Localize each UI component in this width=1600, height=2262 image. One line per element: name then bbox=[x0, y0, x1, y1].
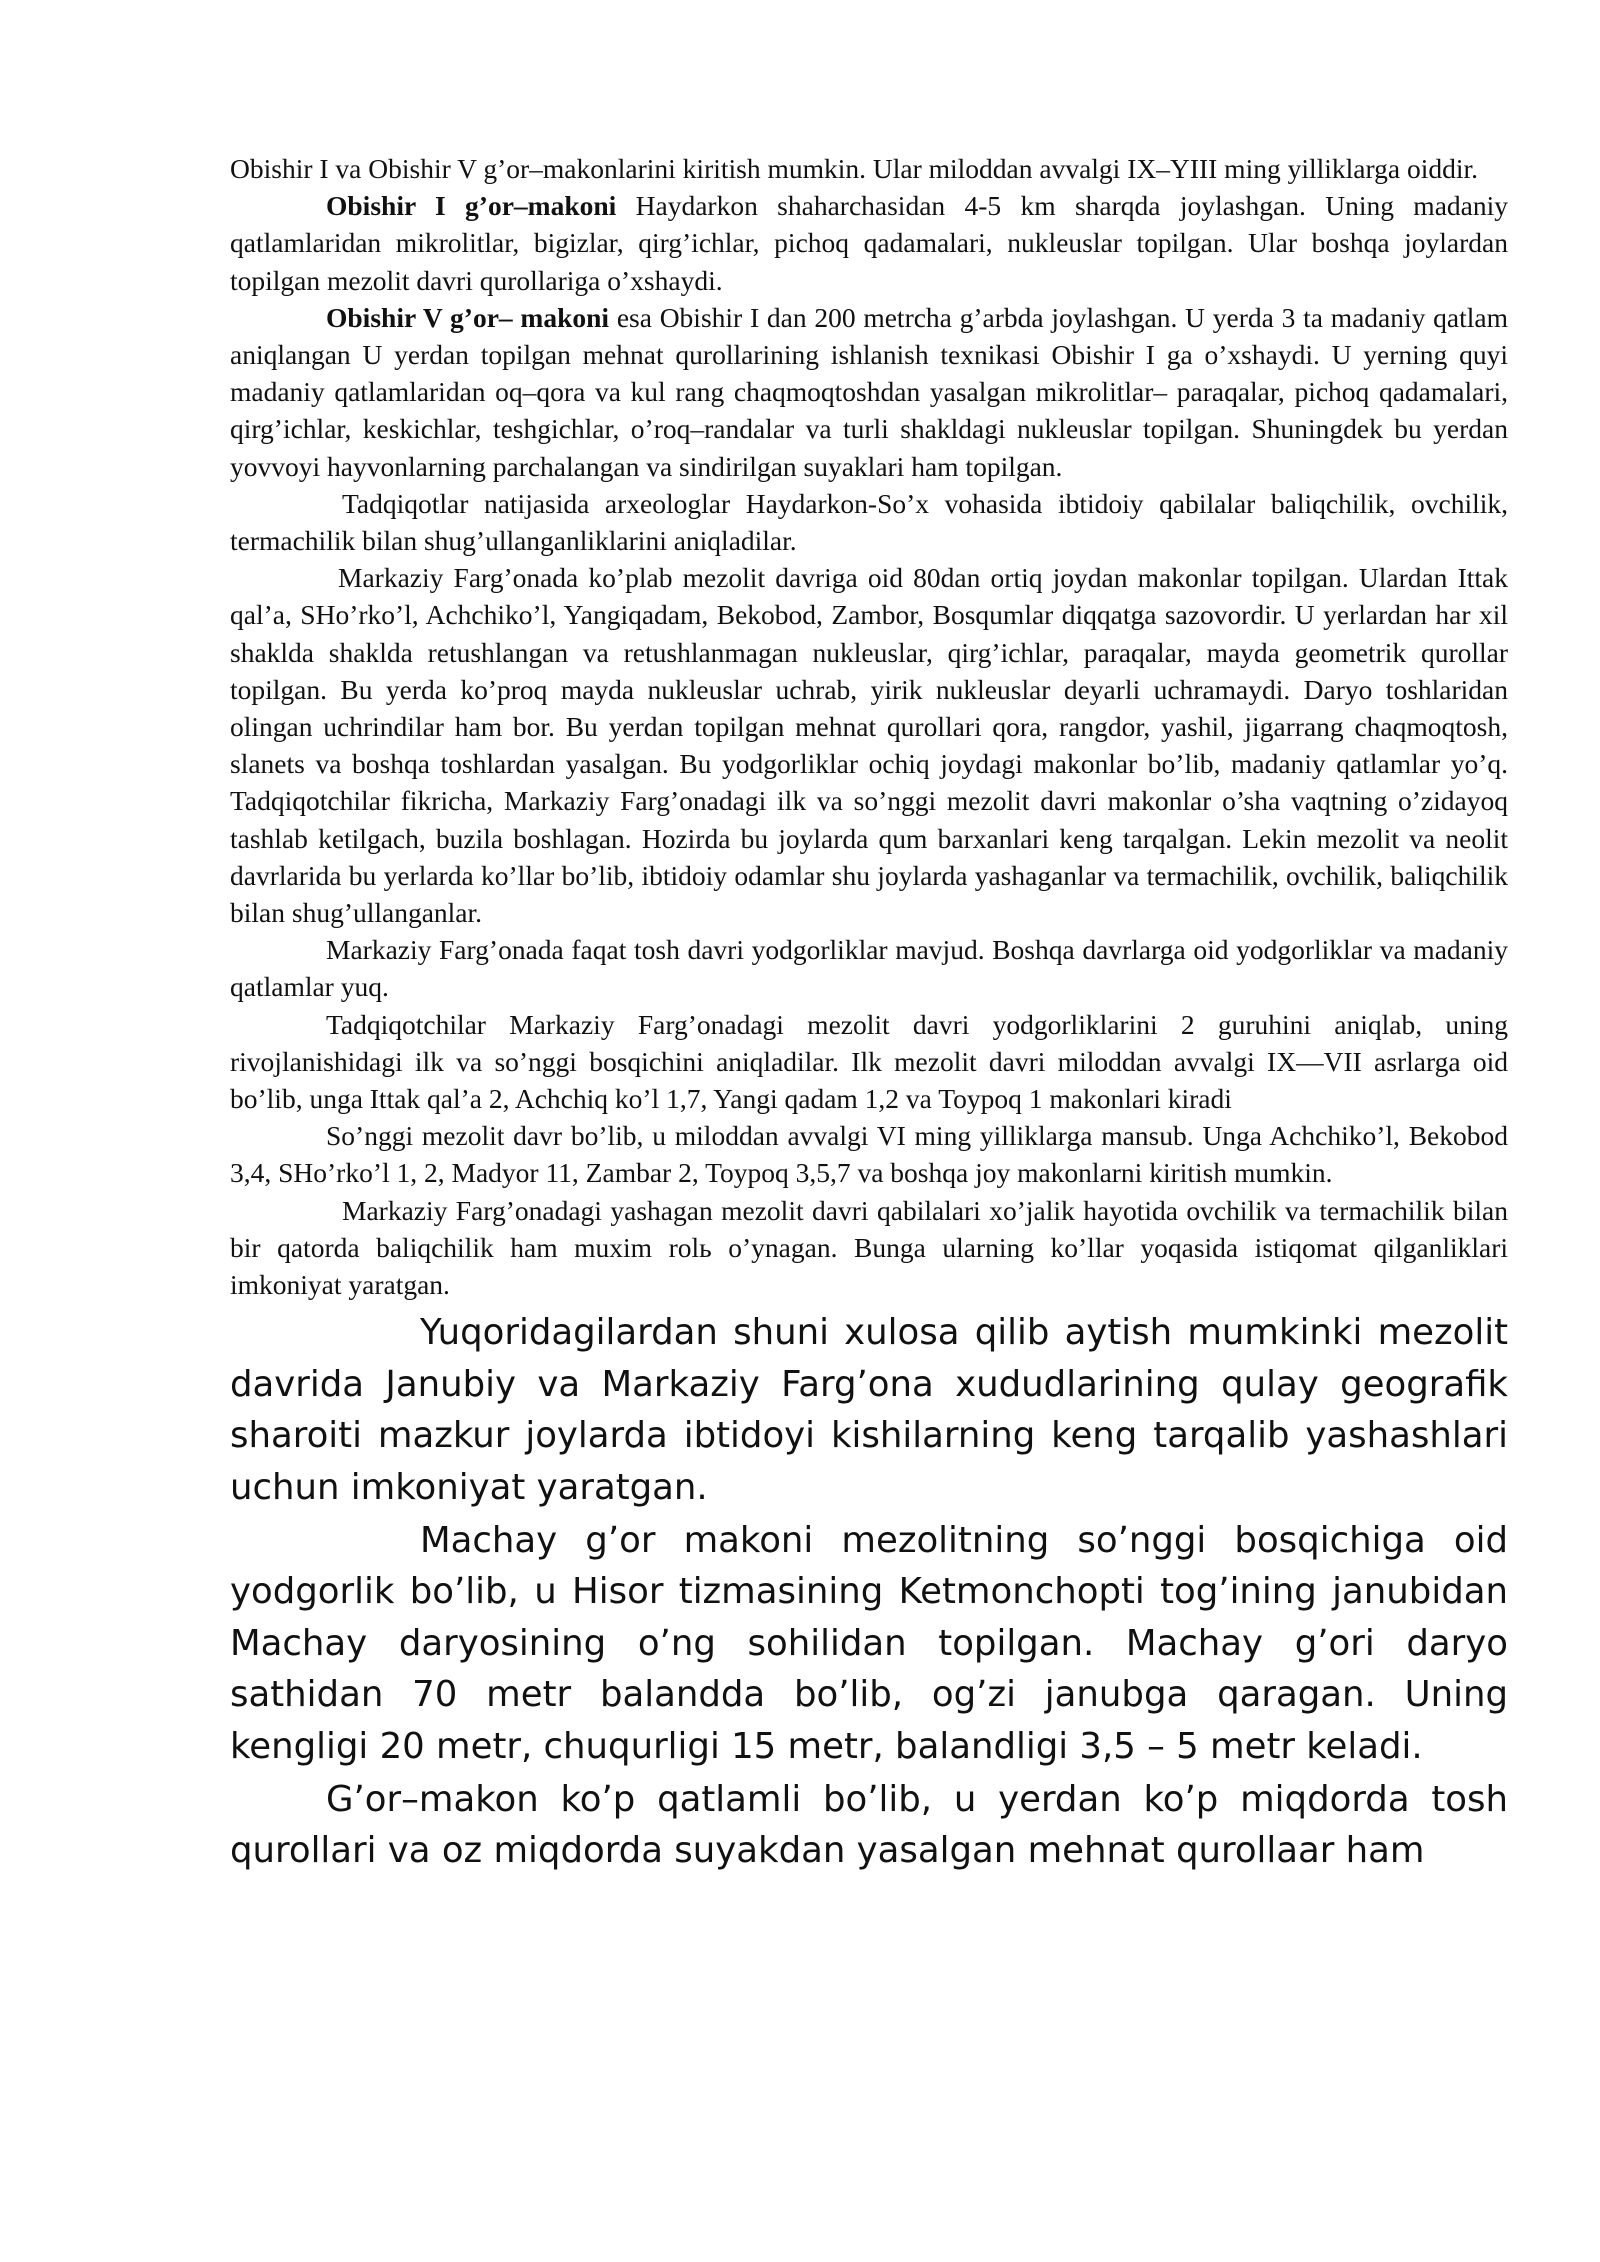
paragraph-text: Tadqiqotlar natijasida arxeologlar Haydarkon-So’x vohasida ibtidoiy qabilalar baliqchilik, ovchilik, termachilik bilan shug’ullanganliklarini aniqladilar. bbox=[230, 487, 1508, 557]
paragraph-obishir-1 bbox=[230, 187, 1508, 299]
paragraph-obishir-5 bbox=[230, 299, 1508, 485]
paragraph-early-mesolithic bbox=[230, 1006, 1508, 1118]
paragraph-fishing-role bbox=[230, 1192, 1508, 1304]
paragraph-stone-age-only bbox=[230, 931, 1508, 1005]
paragraph-text: Markaziy Farg’onada faqat tosh davri yodgorliklar mavjud. Boshqa davrlarga oid yodgorliklar va madaniy qatlamlar yuq. bbox=[230, 934, 1508, 1003]
paragraph-text: Markaziy Farg’onada ko’plab mezolit davriga oid 80dan ortiq joydan makonlar topilgan. Ulardan Ittak qal’a, SHo’rko’l, Achchiko’l, Yangiqadam, Bekobod, Zambor, Bosqumlar diqqatga sazovordir. U yerlardan har xil shaklda shaklda retushlangan va retushlanmagan nukleuslar, qirg’ichlar, paraqalar, mayda geometrik qurollar topilgan. Bu yerda ko’proq mayda nukleuslar uchrab, yirik nukleuslar deyarli uchramaydi. Daryo toshlaridan olingan uchrindilar ham bor. Bu yerdan topilgan mehnat qurollari qora, rangdor, yashil, jigarrang chaqmoqtosh, slanets va boshqa toshlardan yasalgan. Bu yodgorliklar ochiq joydagi makonlar bo’lib, madaniy qatlamlar yo’q. Tadqiqotchilar fikricha, Markaziy Farg’onadagi ilk va so’nggi mezolit davri makonlar o’sha vaqtning o’zidayoq tashlab ketilgach, buzila boshlagan. Hozirda bu joylarda qum barxanlari keng tarqalgan. Lekin mezolit va neolit davrlarida bu yerlarda ko’llar bo’lib, ibtidoiy odamlar shu joylarda yashaganlar va termachilik, ovchilik, baliqchilik bilan shug’ullanganlar. bbox=[230, 562, 1508, 929]
paragraph-central-fergana-sites bbox=[230, 559, 1508, 931]
paragraph-late-mesolithic bbox=[230, 1117, 1508, 1191]
paragraph-cave-layers bbox=[230, 1774, 1508, 1877]
paragraph-conclusion bbox=[230, 1307, 1508, 1513]
paragraph-heading: Obishir I g’or–makoni bbox=[326, 190, 617, 222]
paragraph-text: Yuqoridagilardan shuni xulosa qilib aytish mumkinki mezolit davrida Janubiy va Markaziy Farg’ona xududlarining qulay geografik sharoiti mazkur joylarda ibtidoyi kishilarning keng tarqalib yashashlari uchun imkoniyat yaratgan. bbox=[230, 1312, 1508, 1508]
paragraph-haydarkon-research bbox=[230, 485, 1508, 559]
paragraph-text: Machay g’or makoni mezolitning so’nggi bosqichiga oid yodgorlik bo’lib, u Hisor tizmasining Ketmonchopti tog’ining janubidan Machay daryosining o’ng sohilidan topilgan. Machay g’ori daryo sathidan 70 metr balandda bo’lib, og’zi janubga qaragan. Uning kengligi 20 metr, chuqurligi 15 metr, balandligi 3,5 – 5 metr keladi. bbox=[230, 1519, 1508, 1767]
paragraph-text: esa Obishir I dan 200 metrcha g’arbda joylashgan. U yerda 3 ta madaniy qatlam aniqlangan U yerdan topilgan mehnat qurollarining ishlanish texnikasi Obishir I ga o’xshaydi. U yerning quyi madaniy qatlamlaridan oq–qora va kul rang chaqmoqtoshdan yasalgan mikrolitlar– paraqalar, pichoq qadamalari, qirg’ichlar, keskichlar, teshgichlar, o’roq–randalar va turli shakldagi nukleuslar topilgan. Shuningdek bu yerdan yovvoyi hayvonlarning parchalangan va sindirilgan suyaklari ham topilgan. bbox=[230, 301, 1508, 482]
paragraph-obishir-intro bbox=[230, 150, 1508, 187]
paragraph-text: Obishir I va Obishir V g’or–makonlarini kiritish mumkin. Ular miloddan avvalgi IX–YIII ming yilliklarga oiddir. bbox=[230, 153, 1479, 184]
paragraph-text: Markaziy Farg’onadagi yashagan mezolit davri qabilalari xo’jalik hayotida ovchilik va termachilik bilan bir qatorda baliqchilik ham muxim rolь o’ynagan. Bunga ularning ko’llar yoqasida istiqomat qilganliklari imkoniyat yaratgan. bbox=[230, 1194, 1508, 1301]
paragraph-text: So’nggi mezolit davr bo’lib, u miloddan avvalgi VI ming yilliklarga mansub. Unga Achchiko’l, Bekobod 3,4, SHo’rko’l 1, 2, Madyor 11, Zambar 2, Toypoq 3,5,7 va boshqa joy makonlarni kiritish mumkin. bbox=[230, 1120, 1508, 1189]
paragraph-heading: Obishir V g’or– makoni bbox=[326, 301, 610, 333]
paragraph-machay-cave bbox=[230, 1515, 1508, 1772]
paragraph-text: G’or–makon ko’p qatlamli bo’lib, u yerdan ko’p miqdorda tosh qurollari va oz miqdorda suyakdan yasalgan mehnat qurollaar ham bbox=[230, 1778, 1508, 1872]
paragraph-text: Tadqiqotchilar Markaziy Farg’onadagi mezolit davri yodgorliklarini 2 guruhini aniqlab, uning rivojlanishidagi ilk va so’nggi bosqichini aniqladilar. Ilk mezolit davri miloddan avvalgi IX—VII asrlarga oid bo’lib, unga Ittak qal’a 2, Achchiq ko’l 1,7, Yangi qadam 1,2 va Toypoq 1 makonlari kiradi bbox=[230, 1008, 1508, 1115]
document-page bbox=[230, 150, 1508, 1877]
paragraph-text: Haydarkon shaharchasidan 4-5 km sharqda joylashgan. Uning madaniy qatlamlaridan mikrolitlar, bigizlar, qirg’ichlar, pichoq qadamalari, nukleuslar topilgan. Ular boshqa joylardan topilgan mezolit davri qurollariga o’xshaydi. bbox=[230, 190, 1508, 296]
